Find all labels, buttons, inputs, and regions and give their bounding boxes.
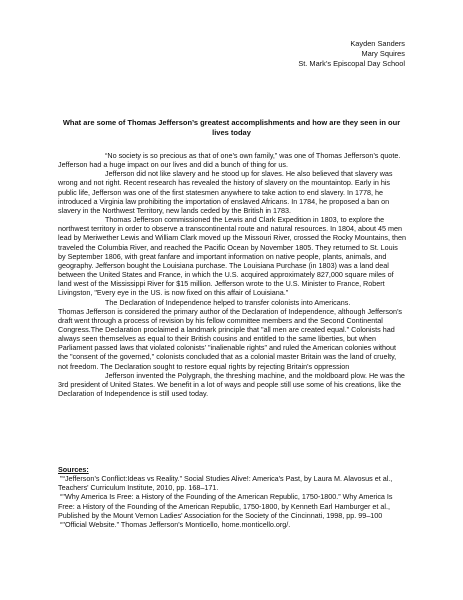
sources-heading: Sources: <box>58 465 89 474</box>
school-name: St. Mark’s Episcopal Day School <box>298 58 405 68</box>
paragraph: Thomas Jefferson commissioned the Lewis and Clark Expedition in 1803, to explore the northwest territory in order to observe a transcontinental route and natural resources. In 1804, about 45 men lead by Meriwether Lewis and William Clark moved up the Missouri River, crossed the Rocky Mountains, then traveled the Columbia River, and reached the Pacific Ocean by November 1805. They returned to St. Louis by September 1806, with great fanfare and important information on native people, plants, animals, and geography. Jefferson bought the Louisiana purchase. The Louisiana Purchase (in 1803) was a land deal between the United States and France, in which the U.S. acquired approximately 827,000 square miles of land west of the Mississippi River for $15 million. Jefferson wrote to the U.S. Minister to France, Robert Livingston, "Every eye in the US. is now fixed on this affair of Louisiana." <box>58 215 406 298</box>
paragraph: “No society is so precious as that of one’s own family,” was one of Thomas Jefferson’s quote. Jefferson had a huge impact on our lives and did a bunch of thing for us. <box>58 151 401 170</box>
paragraph: Jefferson did not like slavery and he stood up for slaves. He also believed that slavery was wrong and not right. Recent research has revealed the history of slavery on the mountaintop. Early in his public life, Jefferson was one of the first statesmen anywhere to take action to end slavery. In 1778, he introduced a Virginia law prohibiting the importation of enslaved Africans. In 1784, he proposed a ban on slavery in the Northwest Territory, new lands ceded by the British in 1783. <box>58 169 393 215</box>
source-item: “"Why America Is Free: a History of the Founding of the American Republic, 1750-1800.” Why America Is Free: a History of the Founding of the American Republic, 1750-1800, by Kenneth Earl Hamburger et al., Published by the Mount Vernon Ladies' Association for the Society of the Cincinnati, 1998, pp. 99–100 <box>58 492 393 520</box>
paragraph: Thomas Jefferson is considered the primary author of the Declaration of Independence, although Jefferson’s draft went through a process of revision by his fellow committee members and the Second Continental Congress.The Declaration proclaimed a landmark principle that "all men are created equal." Colonists had always seen themselves as equal to their British cousins and entitled to the same liberties, but when Parliament passed laws that violated colonists’ "inalienable rights" and ruled the American colonies without the "consent of the governed," colonists concluded that as a colonial master Britain was the land of cruelty, not freedom. The Declaration sought to restore equal rights by rejecting Britain's oppression <box>58 306 403 371</box>
essay-body <box>58 151 407 398</box>
paragraph: The Declaration of Independence helped to transfer colonists into Americans. <box>105 297 351 307</box>
sources-section <box>58 465 407 529</box>
sources-list <box>58 474 407 529</box>
paragraph: Jefferson invented the Polygraph, the threshing machine, and the moldboard plow. He was the 3rd president of United States. We benefit in a lot of ways and people still use some of his creations, like the Declaration of Independence is still used today. <box>58 370 405 399</box>
source-item: “"Official Website.” Thomas Jefferson's Monticello, home.monticello.org/. <box>60 519 291 529</box>
essay-title: What are some of Thomas Jefferson’s greatest accomplishments and how are they seen in our lives today <box>62 118 401 138</box>
teacher-name: Mary Squires <box>361 48 405 58</box>
author-name: Kayden Sanders <box>350 39 405 48</box>
source-item: "“Jefferson’s Conflict:Ideas vs Reality.” Social Studies Alive!: America's Past, by Laura M. Alavosus et al., Teachers' Curriculum Institute, 2010, pp. 168–171. <box>58 474 393 493</box>
document-header <box>298 39 405 68</box>
